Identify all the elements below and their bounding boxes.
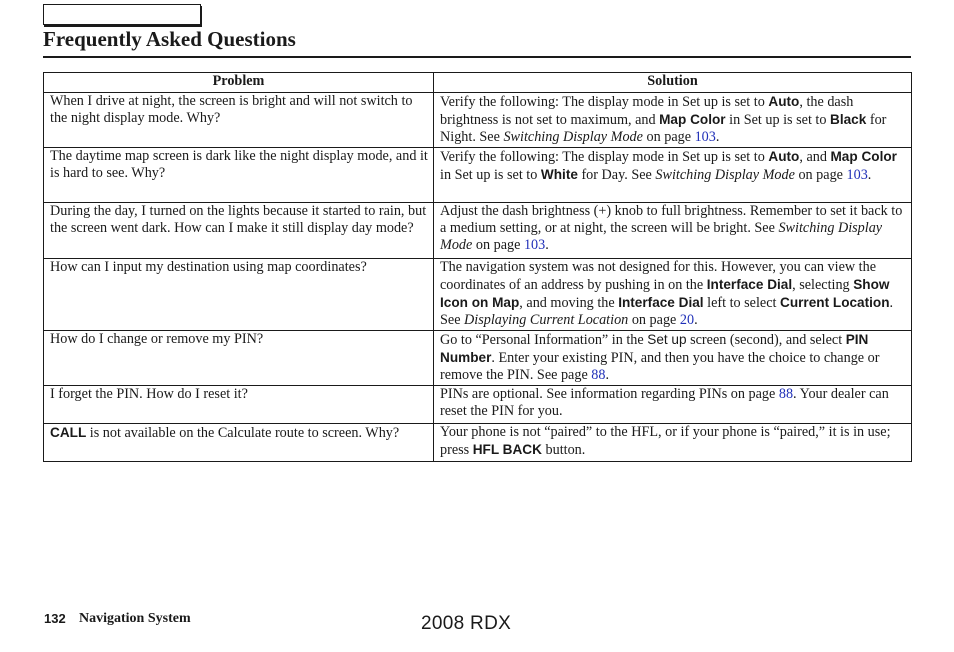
solution-text: in Set up is set to	[440, 167, 541, 183]
ui-term: Interface Dial	[618, 295, 704, 310]
solution-text: button.	[541, 442, 586, 458]
solution-cell	[434, 424, 912, 462]
problem-text: is not available on the Calculate route to screen. Why?	[86, 425, 400, 441]
table-row	[44, 331, 912, 386]
model-label: 2008 RDX	[421, 613, 512, 634]
problem-cell	[44, 424, 434, 462]
page-link[interactable]: 103	[694, 129, 716, 145]
problem-cell	[44, 203, 434, 259]
title-divider	[43, 56, 911, 58]
solution-text: . See	[440, 295, 894, 328]
ui-term: White	[540, 167, 578, 182]
ui-term: Current Location	[780, 295, 890, 310]
solution-text: left to select	[703, 295, 781, 311]
ui-term: Auto	[768, 149, 800, 164]
header-solution: Solution	[434, 73, 912, 93]
problem-cell	[44, 259, 434, 331]
problem-text: When I drive at night, the screen is bright and will not switch to the night display mode. Why?	[50, 93, 413, 126]
solution-cell	[434, 386, 912, 424]
section-reference: Switching Display Mode	[440, 220, 883, 253]
problem-text: How do I change or remove my PIN?	[50, 331, 264, 347]
problem-cell	[44, 331, 434, 386]
solution-text: , selecting	[792, 277, 854, 293]
solution-text: on page	[628, 312, 680, 328]
ui-term: Auto	[768, 94, 800, 109]
solution-text: , and moving the	[519, 295, 619, 311]
solution-cell	[434, 203, 912, 259]
table-row	[44, 424, 912, 462]
solution-text: . Your dealer can reset the PIN for you.	[440, 386, 889, 419]
header-tab-box	[43, 4, 201, 25]
table-row	[44, 386, 912, 424]
solution-text: screen (second), and select	[686, 332, 846, 348]
ui-term: Set up	[647, 332, 687, 347]
solution-cell	[434, 259, 912, 331]
problem-text: The daytime map screen is dark like the night display mode, and it is hard to see. Why?	[50, 148, 428, 181]
page-number: 132	[44, 611, 66, 626]
page-link[interactable]: 88	[778, 386, 794, 402]
table-header-row	[44, 73, 912, 93]
ui-term: Show Icon on Map	[440, 277, 890, 310]
solution-text: . Enter your existing PIN, and then you have the choice to change or remove the PIN. See page	[440, 350, 880, 383]
problem-cell	[44, 386, 434, 424]
solution-text: on page	[794, 167, 847, 183]
solution-cell	[434, 331, 912, 386]
table-row	[44, 259, 912, 331]
solution-text: .	[545, 237, 549, 253]
ui-term: Map Color	[830, 149, 897, 164]
page-link[interactable]: 20	[679, 312, 695, 328]
faq-table	[43, 72, 912, 462]
problem-text: During the day, I turned on the lights because it started to rain, but the screen went dark. How can I make it still display day mode?	[50, 203, 427, 236]
header-problem: Problem	[44, 73, 434, 93]
solution-text: on page	[472, 237, 524, 253]
section-reference: Switching Display Mode	[655, 167, 795, 183]
page-link[interactable]: 103	[523, 237, 546, 253]
ui-term: CALL	[50, 425, 87, 440]
problem-cell	[44, 148, 434, 203]
solution-text: Verify the following: The display mode in Set up is set to	[440, 94, 769, 110]
solution-text: Verify the following: The display mode in Set up is set to	[440, 149, 769, 165]
section-reference: Displaying Current Location	[464, 312, 629, 328]
section-label: Navigation System	[79, 611, 191, 626]
solution-text: , the dash brightness is not set to maximum, and	[440, 94, 854, 128]
problem-text: How can I input my destination using map coordinates?	[50, 259, 367, 275]
solution-text: for Day. See	[577, 167, 656, 183]
page-link[interactable]: 103	[846, 167, 868, 183]
page-title: Frequently Asked Questions	[43, 27, 296, 51]
section-reference: Switching Display Mode	[503, 129, 643, 145]
solution-text: on page	[642, 129, 695, 145]
ui-term: Map Color	[659, 112, 726, 127]
solution-cell	[434, 148, 912, 203]
ui-term: Interface Dial	[706, 277, 793, 292]
solution-text: PINs are optional. See information regarding PINs on page	[440, 386, 779, 402]
table-row	[44, 203, 912, 259]
solution-text: , and	[799, 149, 831, 165]
table-row	[44, 93, 912, 148]
solution-text: Your phone is not “paired” to the HFL, or if your phone is “paired,” it is in use; press	[440, 424, 891, 458]
page-link[interactable]: 88	[591, 367, 606, 383]
ui-term: Black	[830, 112, 867, 127]
solution-text: for Night. See	[440, 112, 887, 145]
solution-text: .	[867, 167, 872, 183]
problem-cell	[44, 93, 434, 148]
ui-term: PIN Number	[440, 332, 869, 365]
solution-text: .	[694, 312, 698, 328]
solution-text: Adjust the dash brightness (+) knob to full brightness. Remember to set it back to a medium setting, or at night, the screen will be bright. See	[440, 203, 903, 236]
solution-cell	[434, 93, 912, 148]
problem-text: I forget the PIN. How do I reset it?	[50, 386, 248, 402]
solution-text: .	[715, 129, 720, 145]
solution-text: The navigation system was not designed for this. However, you can view the coordinates of an address by pushing in on the	[440, 259, 876, 293]
table-row	[44, 148, 912, 203]
solution-text: Go to “Personal Information” in the	[440, 332, 648, 348]
ui-term: HFL BACK	[472, 442, 542, 457]
solution-text: in Set up is set to	[725, 112, 831, 128]
solution-text: .	[605, 367, 610, 383]
